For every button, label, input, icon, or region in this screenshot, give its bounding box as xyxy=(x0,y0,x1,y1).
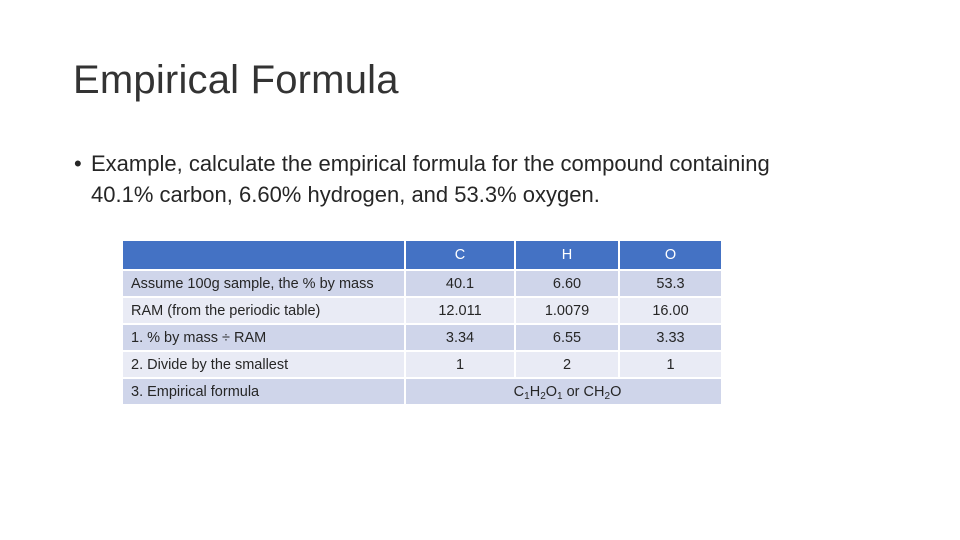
row-label: 1. % by mass ÷ RAM xyxy=(122,324,405,351)
table-cell: 1 xyxy=(405,351,515,378)
bullet-text: Example, calculate the empirical formula for the compound containing 40.1% carbon, 6.60% hydrogen, and 53.3% oxygen. xyxy=(91,151,770,207)
table-cell: 1.0079 xyxy=(515,297,619,324)
table-cell: 3.34 xyxy=(405,324,515,351)
formula-alt-o: O xyxy=(610,383,622,400)
slide-title: Empirical Formula xyxy=(73,58,399,102)
formula-c-sub: 1 xyxy=(524,390,530,402)
formula-o-sub: 1 xyxy=(557,390,563,402)
formula-o: O xyxy=(545,383,558,400)
table-cell: 16.00 xyxy=(619,297,722,324)
table-header-row xyxy=(122,240,722,270)
table-row xyxy=(122,270,722,297)
table-row xyxy=(122,297,722,324)
row-label: 2. Divide by the smallest xyxy=(122,351,405,378)
formula-h-sub: 2 xyxy=(540,390,546,402)
table-cell: 40.1 xyxy=(405,270,515,297)
table-cell: 3.33 xyxy=(619,324,722,351)
formula-alt-ch: CH xyxy=(583,383,605,400)
table-row-final xyxy=(122,378,722,405)
formula-h: H xyxy=(529,383,541,400)
row-label: Assume 100g sample, the % by mass xyxy=(122,270,405,297)
table-cell: 1 xyxy=(619,351,722,378)
header-cell-carbon: C xyxy=(405,240,515,270)
header-cell-hydrogen: H xyxy=(515,240,619,270)
empirical-formula-cell xyxy=(405,378,722,405)
table-row xyxy=(122,324,722,351)
calculation-table xyxy=(121,239,723,406)
table-cell: 6.55 xyxy=(515,324,619,351)
row-label: RAM (from the periodic table) xyxy=(122,297,405,324)
table-cell: 2 xyxy=(515,351,619,378)
table-cell: 6.60 xyxy=(515,270,619,297)
table-cell: 12.011 xyxy=(405,297,515,324)
formula-or: or xyxy=(562,383,584,400)
bullet-dot: • xyxy=(74,151,82,176)
table-cell: 53.3 xyxy=(619,270,722,297)
formula-c: C xyxy=(513,383,525,400)
bullet-point xyxy=(74,148,834,210)
row-label: 3. Empirical formula xyxy=(122,378,405,405)
formula-alt-sub: 2 xyxy=(604,390,611,402)
table-row xyxy=(122,351,722,378)
header-cell-oxygen: O xyxy=(619,240,722,270)
header-cell-empty xyxy=(122,240,405,270)
